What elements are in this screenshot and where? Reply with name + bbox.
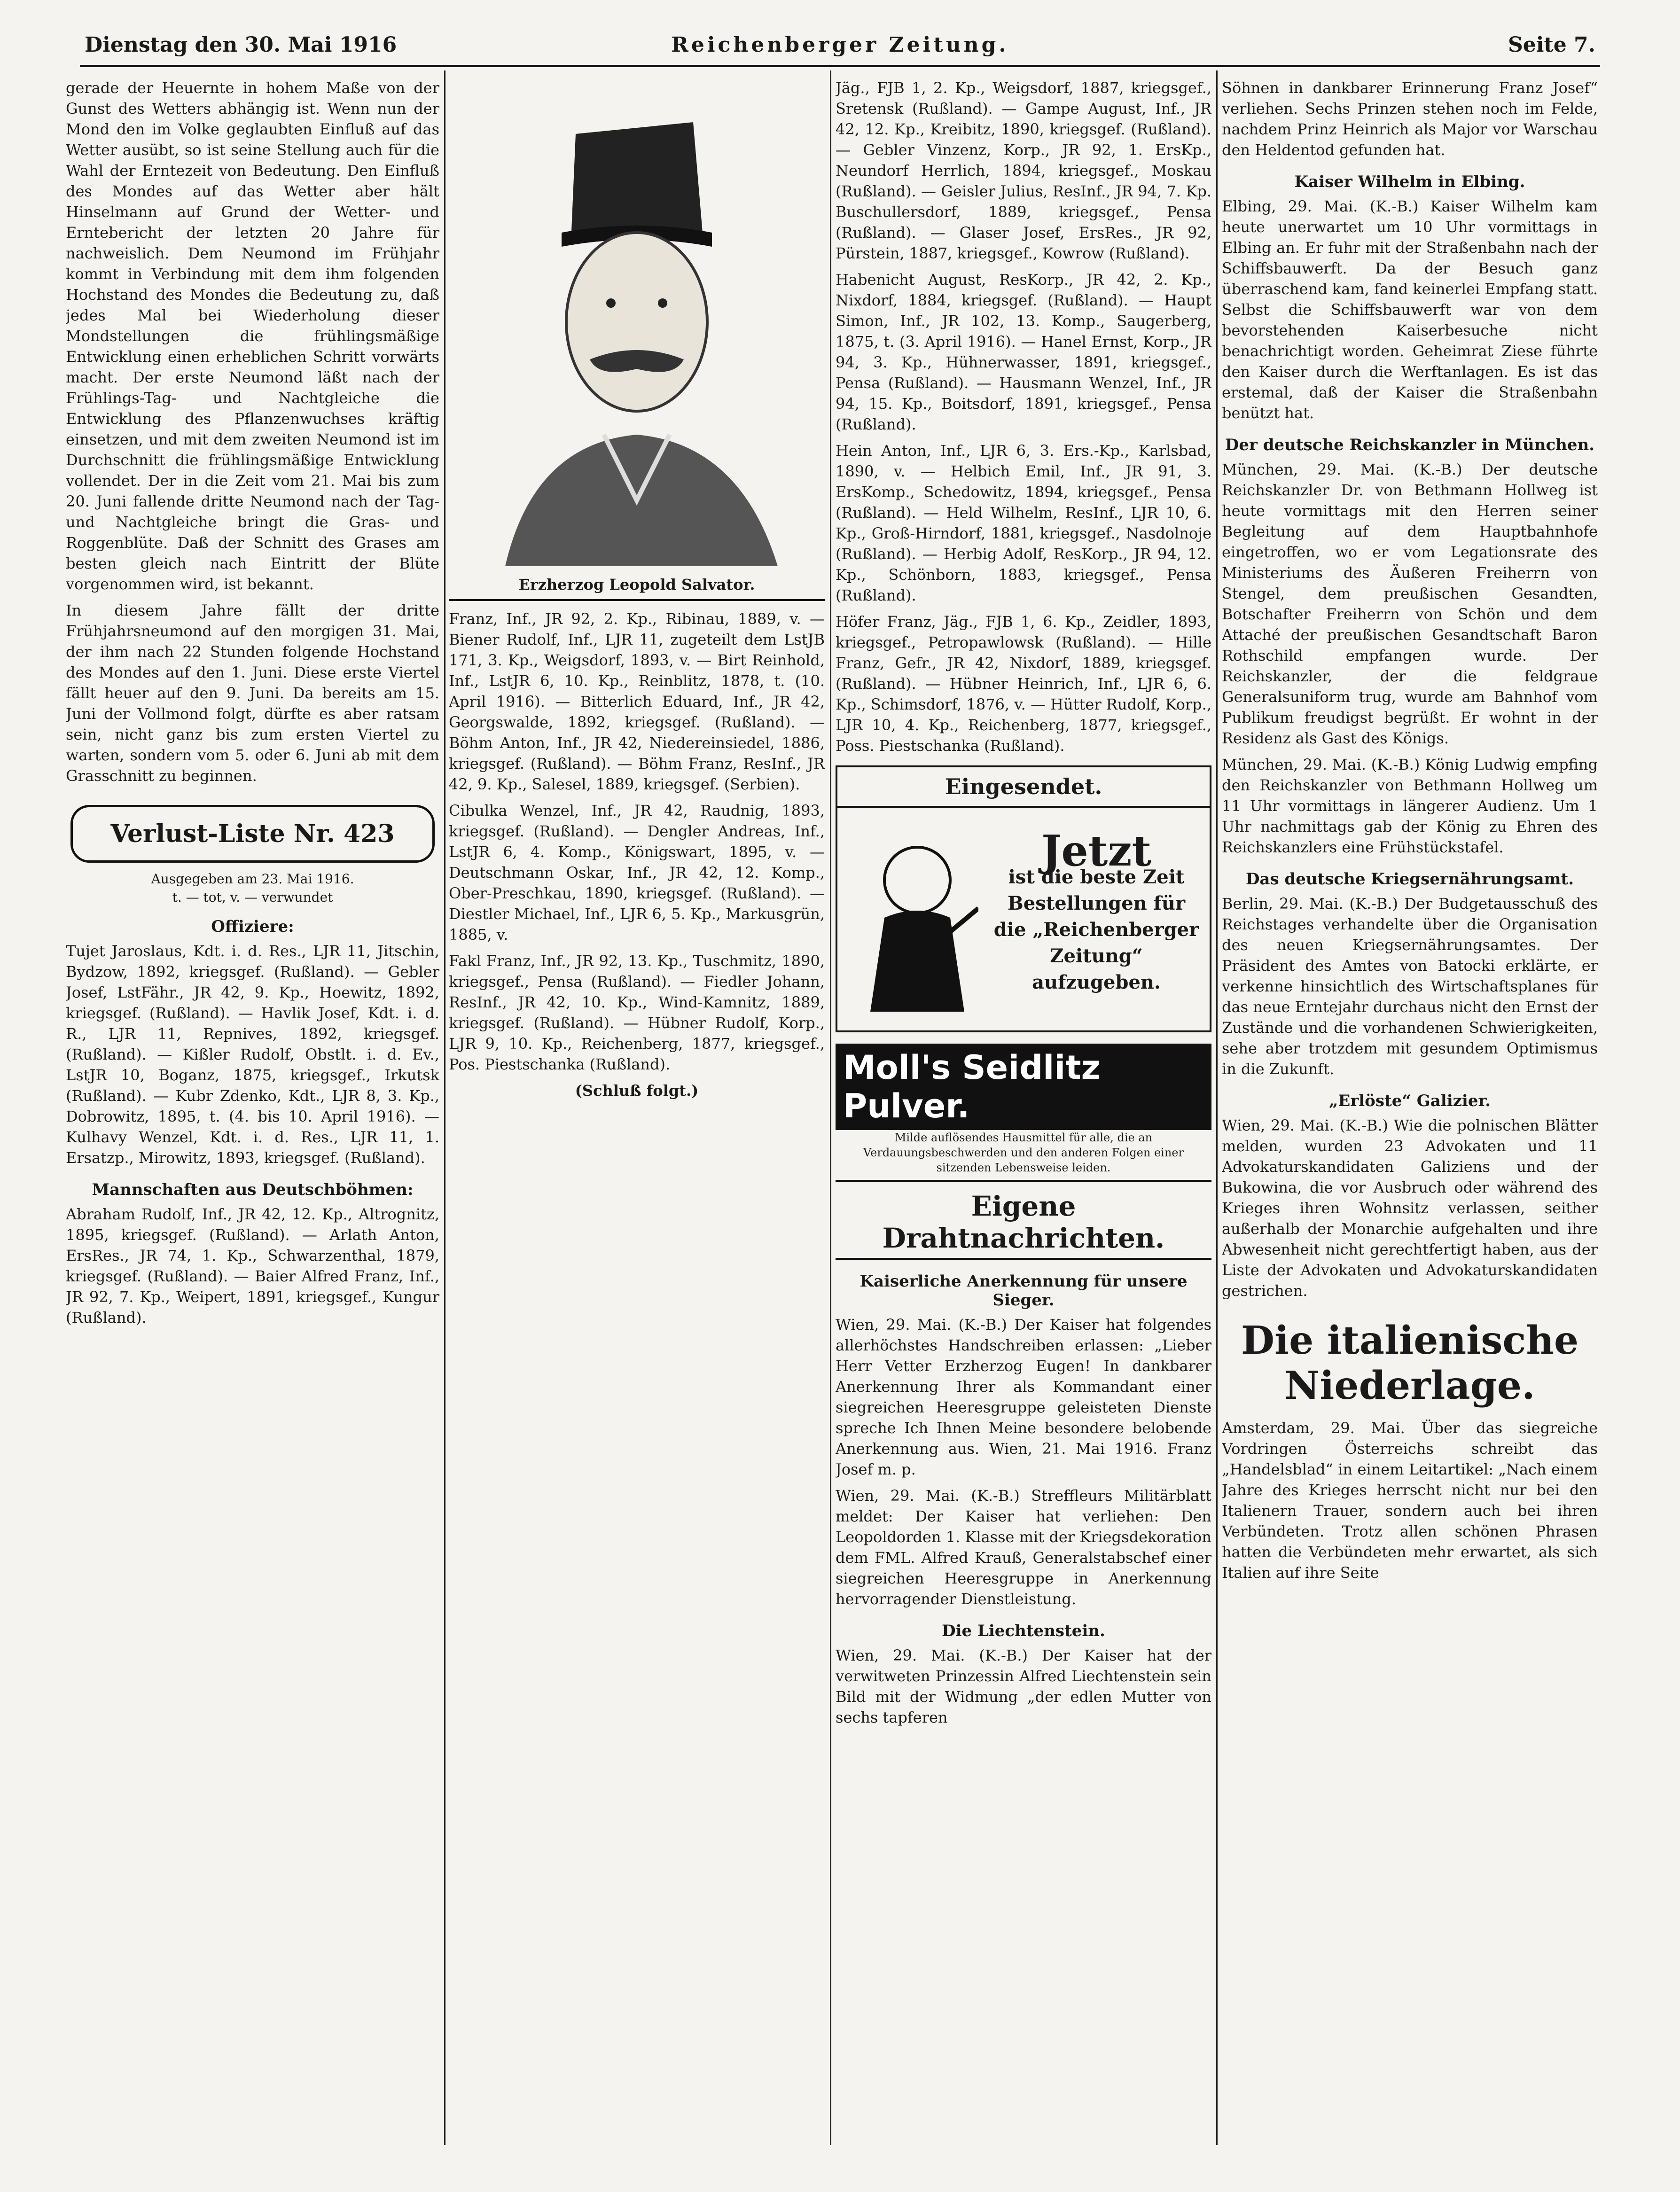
news-text: Elbing, 29. Mai. (K.-B.) Kaiser Wilhelm kam heute unerwartet um 10 Uhr vormittags in Elbing an. Er fuhr mit der Straßenbahn nach der Schiffsbauwerft. Da der Besuch ganz überraschend kam, fand keinerlei Empfang statt. Selbst die Schiffsbauwerft war von dem bevorstehenden Kaiserbesuche nicht benachrichtigt worden. Geheimrat Ziese führte den Kaiser durch die Werftanlagen. Es ist das erstemal, daß der Kaiser die Straßenbahn benützt hat. xyxy=(1222,197,1598,422)
loss-list-title: Verlust-Liste Nr. 423 xyxy=(70,805,435,863)
news-heading: Die Liechtenstein. xyxy=(942,1622,1105,1640)
casualty-list: Höfer Franz, Jäg., FJB 1, 6. Kp., Zeidler, 1893, kriegsgef., Petropawlowsk (Rußland). — Hille Franz, Gefr., JR 42, Nixdorf, 1889, kriegsgef. (Rußland). — Hübner Heinrich, Inf., LJR 6, 6. Kp., Schimsdorf, 1876, v. — Hütter Rudolf, Korp., LJR 10, 4. Kp., Reichenberg, 1877, kriegsgef., Poss. Piestschanka (Rußland). xyxy=(836,613,1211,755)
moll-ad-text: Milde auflösendes Hausmittel für alle, die an Verdauungsbeschwerden und den anderen Folgen einer sitzenden Lebensweise leiden. xyxy=(836,1130,1211,1182)
portrait-illustration xyxy=(449,78,825,576)
column-1 xyxy=(66,78,439,2136)
column-3 xyxy=(836,78,1211,2136)
casualty-list: Cibulka Wenzel, Inf., JR 42, Raudnig, 1893, kriegsgef. (Rußland). — Dengler Andreas, Inf., LstJR 6, 4. Komp., Königswart, 1895, v. — Deutschmann Oskar, Inf., JR 42, 12. Komp., Ober-Preschkau, 1890, kriegsgef. (Rußland). — Diestler Michael, Inf., LJR 6, 5. Kp., Markusgrün, 1885, v. xyxy=(449,802,825,944)
headline-italian-defeat: Die italienische Niederlage. xyxy=(1241,1318,1579,1408)
news-heading: Kaiser Wilhelm in Elbing. xyxy=(1294,172,1525,191)
article-paragraph: In diesem Jahre fällt der dritte Frühjahrsneumond auf den morgigen 31. Mai, der ihm nach 22 Stunden folgende Hochstand des Mondes auf den 1. Juni. Diese erste Viertel fällt heuer auf den 9. Juni. Da bereits am 15. Juni der Vollmond folgt, dürfte es aber ratsam sein, nicht ganz bis zum ersten Viertel zu warten, sondern vom 5. oder 6. Juni ab mit dem Grasschnitt zu beginnen. xyxy=(66,601,439,785)
ad-headline: Jetzt xyxy=(1041,826,1152,876)
abbreviation-legend: t. — tot, v. — verwundet xyxy=(172,889,333,905)
news-text: München, 29. Mai. (K.-B.) König Ludwig empfing den Reichskanzler von Bethmann Hollweg um 11 Uhr vormittags in längerer Audienz. Um 1 Uhr nachmittags gab der König zu Ehren des Reichskanzlers eine Frühstückstafel. xyxy=(1222,756,1598,856)
casualty-list: Franz, Inf., JR 92, 2. Kp., Ribinau, 1889, v. — Biener Rudolf, Inf., LJR 11, zugeteilt dem LstJB 171, 3. Kp., Weigsdorf, 1893, v. — Birt Reinhold, Inf., LstJR 6, 10. Kp., Reinblitz, 1878, t. (10. April 1916). — Bitterlich Eduard, Inf., JR 42, Georgswalde, 1892, kriegsgef. (Rußland). — Böhm Anton, Inf., JR 42, Niedereinsiedel, 1886, kriegsgef. (Rußland). — Böhm Franz, ResInf., JR 42, 9. Kp., Salesel, 1889, kriegsgef. (Serbien). xyxy=(449,610,825,793)
subscription-ad xyxy=(836,765,1211,1032)
news-heading: Das deutsche Kriegsernährungsamt. xyxy=(1245,870,1574,889)
officers-list: Tujet Jaroslaus, Kdt. i. d. Res., LJR 11, Jitschin, Bydzow, 1892, kriegsgef. (Rußland). — Gebler Josef, LstFähr., JR 42, 9. Kp., Hoewitz, 1892, kriegsgef. (Rußland). — Havlik Josef, Kdt. i. d. R., LJR 11, Repnives, 1892, kriegsgef. (Rußland). — Kißler Rudolf, Obstlt. i. d. Ev., LstJR 10, Boganz, 1875, kriegsgef., Irkutsk (Rußland). — Kubr Zdenko, Kdt., LJR 8, 3. Kp., Dobrowitz, 1895, t. (4. bis 10. April 1916). — Kulhavy Wenzel, Kdt. i. d. Res., LJR 11, 1. Ersatzp., Mirowitz, 1893, kriegsgef. (Rußland). xyxy=(66,942,439,1167)
casualty-list: Hein Anton, Inf., LJR 6, 3. Ers.-Kp., Karlsbad, 1890, v. — Helbich Emil, Inf., JR 91, 3. ErsKomp., Schedowitz, 1894, kriegsgef., Pensa (Rußland). — Held Wilhelm, ResInf., LJR 10, 6. Kp., Groß-Hirndorf, 1881, kriegsgef., Nasdolnoje (Rußland). — Herbig Adolf, ResKorp., JR 94, 12. Kp., Schönborn, 1883, kriegsgef., Pensa (Rußland). xyxy=(836,442,1211,604)
news-text: Wien, 29. Mai. (K.-B.) Der Kaiser hat folgendes allerhöchstes Handschreiben erlassen: „Lieber Herr Vetter Erzherzog Eugen! In dankbarer Anerkennung Ihrer als Kommandant einer siegreichen Heeresgruppe geleisteten Dienste spreche Ich Ihnen Meine besondere belobende Anerkennung aus. Wien, 21. Mai 1916. Franz Josef m. p. xyxy=(836,1316,1211,1478)
article-paragraph: gerade der Heuernte in hohem Maße von der Gunst des Wetters abhängig ist. Wenn nun der Mond den im Volke geglaubten Einfluß auf das Wetter ausübt, so ist seine Stellung auch für die Wahl der Erntezeit von Bedeutung. Den Einfluß des Mondes auf das Wetter aber hält Hinselmann auf Grund der Wetter- und Erntebericht der letzten 20 Jahre für nachweislich. Dem Neumond im Frühjahr kommt in Verbindung mit dem ihm folgenden Hochstand des Mondes die Bedeutung zu, daß jedes Mal bei Wiederholung dieser Mondstellungen die frühlingsmäßige Entwicklung einen erheblichen Schritt vorwärts macht. Der erste Neumond läßt nach der Frühlings-Tag- und Nachtgleiche die Entwicklung des Pflanzenwuchses kräftig einsetzen, und mit dem zweiten Neumond ist im Durchschnitt die frühlingsmäßige Entwicklung vollendet. Der in die Zeit vom 21. Mai bis zum 20. Juni fallende dritte Neumond nach der Tag- und Nachtgleiche bringt die Gras- und Roggenblüte. Daß der Schnitt des Grases am besten gleich nach Eintritt der Blüte vorgenommen wird, ist bekannt. xyxy=(66,79,439,593)
news-heading: Kaiserliche Anerkennung für unsere Sieger. xyxy=(860,1272,1188,1310)
header-page-number: Seite 7. xyxy=(1508,33,1595,57)
to-be-continued: (Schluß folgt.) xyxy=(575,1082,699,1100)
portrait-caption: Erzherzog Leopold Salvator. xyxy=(449,576,825,601)
page-header xyxy=(85,23,1595,66)
news-text: Wien, 29. Mai. (K.-B.) Wie die polnischen Blätter melden, wurden 23 Advokaten und 11 Advokaturskandidaten Galiziens und der Bukowina, die vor Ausbruch oder während des Krieges ihren Wohnsitz verlassen, seither außerhalb der Monarchie aufgehalten und ihre Abwesenheit nicht gerechtfertigt haben, aus der Liste der Advokaten und Advokaturskandidaten gestrichen. xyxy=(1222,1116,1598,1300)
header-date: Dienstag den 30. Mai 1916 xyxy=(85,33,397,57)
column-2 xyxy=(449,78,825,2136)
header-rule xyxy=(80,65,1600,67)
news-text: Wien, 29. Mai. (K.-B.) Der Kaiser hat der verwitweten Prinzessin Alfred Liechtenstein sein Bild mit der Widmung „der edlen Mutter von sechs tapferen xyxy=(836,1646,1211,1726)
issued-date: Ausgegeben am 23. Mai 1916. xyxy=(151,871,354,887)
casualty-list: Fakl Franz, Inf., JR 92, 13. Kp., Tuschmitz, 1890, kriegsgef., Pensa (Rußland). — Fiedler Johann, ResInf., JR 42, 10. Kp., Wind-Kamnitz, 1889, kriegsgef. (Rußland). — Hübner Rudolf, Korp., LJR 9, 10. Kp., Reichenberg, 1877, kriegsgef., Pos. Piestschanka (Rußland). xyxy=(449,952,825,1073)
news-text: Amsterdam, 29. Mai. Über das siegreiche Vordringen Österreichs schreibt das „Handelsblad“ in einem Leitartikel: „Nach einem Jahre des Krieges herrscht nicht nur bei den Italienern Trauer, sondern auch bei ihren Verbündeten. Trotz allen schönen Phrasen hatten die Verbündeten mehr erwartet, als sich Italien auf ihre Seite xyxy=(1222,1419,1598,1582)
men-heading: Mannschaften aus Deutschböhmen: xyxy=(92,1180,414,1199)
news-text: Berlin, 29. Mai. (K.-B.) Der Budgetausschuß des Reichstages verhandelte über die Organisation des neuen Kriegsernährungsamtes. Der Präsident des Amtes von Batocki erklärte, er verkenne hinsichtlich des Wirtschaftsplanes für das neue Erntejahr durchaus nicht den Ernst der Zustände und die vorhandenen Schwierigkeiten, sehe aber trotzdem mit gesundem Optimismus in die Zukunft. xyxy=(1222,895,1598,1078)
ad-text: ist die beste Zeit Bestellungen für die „Reichenberger Zeitung“ aufzugeben. xyxy=(993,866,1199,993)
men-list: Abraham Rudolf, Inf., JR 42, 12. Kp., Altrognitz, 1895, kriegsgef. (Rußland). — Arlath Anton, ErsRes., JR 74, 1. Kp., Schwarzenthal, 1879, kriegsgef. (Rußland). — Baier Alfred Franz, Inf., JR 92, 7. Kp., Weipert, 1891, kriegsgef., Kungur (Rußland). xyxy=(66,1205,439,1326)
casualty-list: Habenicht August, ResKorp., JR 42, 2. Kp., Nixdorf, 1884, kriegsgef. (Rußland). — Haupt Simon, Inf., JR 102, 13. Komp., Saugerberg, 1875, t. (3. April 1916). — Hanel Ernst, Korp., JR 94, 3. Kp., Hühnerwasser, 1891, kriegsgef., Pensa (Rußland). — Hausmann Wenzel, Inf., JR 94, 15. Kp., Boitsdorf, 1891, kriegsgef., Pensa (Rußland). xyxy=(836,271,1211,433)
moll-ad-banner: Moll's Seidlitz Pulver. xyxy=(836,1044,1211,1130)
news-heading: Der deutsche Reichskanzler in München. xyxy=(1225,436,1595,454)
ad-title: Eingesendet. xyxy=(837,767,1210,808)
officers-heading: Offiziere: xyxy=(211,917,294,936)
column-divider xyxy=(830,70,831,2145)
news-text: München, 29. Mai. (K.-B.) Der deutsche Reichskanzler Dr. von Bethmann Hollweg ist heute vormittags mit den Herren seiner Begleitung auf dem Hauptbahnhofe eingetroffen, wo er vom Legationsrate des Ministeriums des Äußeren Freiherrn von Stengel, dem preußischen Gesandten, Botschafter Freiherrn von Schön und dem Attaché der preußischen Gesandtschaft Baron Rothschild empfangen wurde. Der Reichskanzler, der die feldgraue Generalsuniform trug, wurde am Bahnhof vom Publikum freudigst begrüßt. Er wohnt in der Residenz als Gast des Königs. xyxy=(1222,460,1598,747)
news-text: Söhnen in dankbarer Erinnerung Franz Josef“ verliehen. Sechs Prinzen stehen noch im Felde, nachdem Prinz Heinrich als Major vor Warschau den Heldentod gefunden hat. xyxy=(1222,79,1598,159)
section-title: Eigene Drahtnachrichten. xyxy=(836,1190,1211,1260)
column-4 xyxy=(1222,78,1598,2136)
news-text: Wien, 29. Mai. (K.-B.) Streffleurs Militärblatt meldet: Der Kaiser hat verliehen: Den Leopoldorden 1. Klasse mit der Kriegsdekoration dem FML. Alfred Krauß, Generalstabschef einer siegreichen Heeresgruppe in Anerkennung hervorragender Dienstleistung. xyxy=(836,1487,1211,1608)
column-divider xyxy=(444,70,445,2145)
header-title: Reichenberger Zeitung. xyxy=(671,33,1009,57)
ad-figure-illustration xyxy=(856,838,978,1016)
news-heading: „Erlöste“ Galizier. xyxy=(1328,1092,1491,1110)
casualty-list: Jäg., FJB 1, 2. Kp., Weigsdorf, 1887, kriegsgef., Sretensk (Rußland). — Gampe August, Inf., JR 42, 12. Kp., Kreibitz, 1890, kriegsgef. (Rußland). — Gebler Vinzenz, Korp., JR 92, 1. ErsKp., Neundorf Herrlich, 1894, kriegsgef., Moskau (Rußland). — Geisler Julius, ResInf., JR 94, 7. Kp. Buschullersdorf, 1889, kriegsgef., Pensa (Rußland). — Glaser Josef, ErsRes., JR 92, Pürstein, 1887, kriegsgef., Kowrow (Rußland). xyxy=(836,79,1211,262)
column-divider xyxy=(1216,70,1218,2145)
